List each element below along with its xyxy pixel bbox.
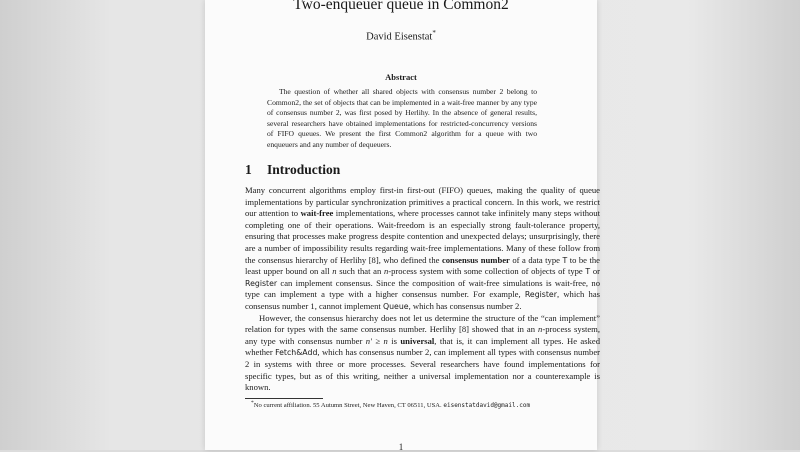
paragraph-2: However, the consensus hierarchy does not let us determine the structure of the “can implement” relation for types with the same consensus number. Herlihy [8] showed that in an n-process system, any type with consensus number n′ ≥ n is universal, that is, it can implement all types. He asked whether Fetch&Add, which has consensus number 2, can implement all types with consensus number 2 in systems with three or more processes. Several researchers have found implementations for specific types, but as of this writing, neither a universal implementation nor a counterexample is known. bbox=[245, 312, 600, 393]
author-email: eisenstatdavid@gmail.com bbox=[443, 402, 531, 410]
author-footnote-mark: * bbox=[432, 29, 436, 37]
paper-title: Two-enqueuer queue in Common2 bbox=[293, 0, 509, 13]
author-line bbox=[205, 29, 597, 43]
paragraph-1: Many concurrent algorithms employ first-in first-out (FIFO) queues, making the quality of queue implementations by particular synchronization primitives a practical concern. In this work, we restrict our attention to wait-free implementations, where processes cannot take infinitely many steps without completing one of their operations. Wait-freedom is an especially strong fault-tolerance property, ensuring that processes make progress despite contention and unexpected delays; unsurprisingly, there are a number of impossibility results regarding wait-free implementations. Many of these follow from the consensus hierarchy of Herlihy [8], who defined the consensus number of a data type T to be the least upper bound on all n such that an n-process system with some collection of objects of type T or Register can implement consensus. Since the composition of wait-free simulations is wait-free, no type can implement a type with a higher consensus number. For example, Register, which has consensus number 1, cannot implement Queue, which has consensus number 2. bbox=[245, 185, 600, 311]
section-number: 1 bbox=[245, 162, 252, 177]
footnote-rule bbox=[245, 398, 323, 399]
footnote: *No current affiliation. 55 Autumn Street, New Haven, CT 06511, USA. eisenstatdavid@gmail.com bbox=[251, 400, 531, 410]
abstract-heading: Abstract bbox=[385, 72, 417, 82]
page-number: 1 bbox=[398, 442, 404, 452]
paper-page bbox=[205, 0, 600, 452]
author-name: David Eisenstat bbox=[366, 31, 433, 43]
section-heading bbox=[245, 162, 340, 178]
abstract-text: The question of whether all shared objects with consensus number 2 belong to Common2, the set of objects that can be implemented in a wait-free manner by any type of consensus number 2, was first posed by Herlihy. In the absence of general results, several researchers have obtained implementations for restricted-concurrency versions of FIFO queues. We present the first Common2 algorithm for a queue with two enqueuers and any number of dequeuers. bbox=[267, 87, 537, 149]
section-title: Introduction bbox=[267, 162, 341, 177]
section-body bbox=[245, 185, 600, 394]
